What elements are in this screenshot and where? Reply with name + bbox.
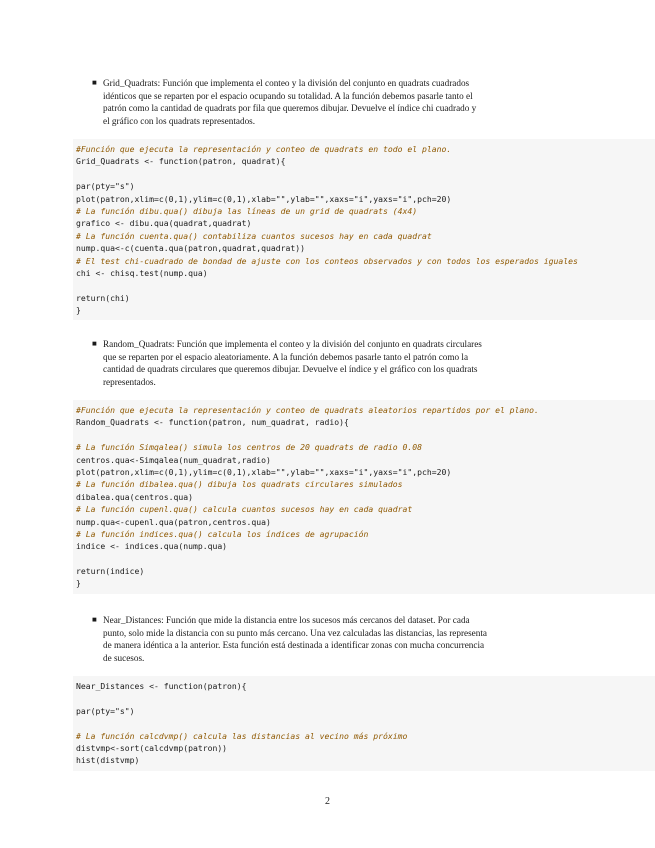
code-line: chi <- chisq.test(nump.qua) — [76, 267, 208, 278]
code-line: par(pty="s") — [76, 705, 135, 716]
bullet-line: patrón como la cantidad de quadrats por fila que queremos dibujar. Devuelve el índice chi cuadrado y — [103, 103, 477, 114]
bullet-marker: ■ — [92, 339, 97, 348]
bullet-near-distances — [92, 614, 583, 664]
bullet-line: representados. — [103, 376, 156, 387]
code-line: return(chi) — [76, 292, 130, 303]
near-distances-code — [73, 676, 655, 771]
code-line: hist(distvmp) — [76, 755, 140, 766]
code-line: return(indice) — [76, 566, 145, 577]
bullet-marker: ■ — [92, 78, 97, 87]
code-comment: # La función dibalea.qua() dibuja los quadrats circulares simulados — [76, 479, 403, 490]
code-comment: # La función Simqalea() simula los centros de 20 quadrats de radio 0.08 — [76, 442, 422, 453]
bullet-line: de manera idéntica a la anterior. Esta función está destinada a identificar zonas con mucha concurrencia — [103, 640, 485, 651]
code-line: nump.qua<-c(cuenta.qua(patron,quadrat,quadrat)) — [76, 243, 306, 254]
code-line — [76, 553, 655, 565]
code-line: Near_Distances <- function(patron){ — [76, 681, 247, 691]
random-quadrats-code — [73, 400, 655, 594]
code-line — [76, 692, 655, 704]
bullet-line: Near_Distances: Función que mide la distancia entre los sucesos más cercanos del dataset. Por cada — [103, 615, 470, 625]
bullet-line: punto, solo mide la distancia con su punto más cercano. Una vez calculadas las distancias, las representa — [103, 627, 487, 638]
code-line: Grid_Quadrats <- function(patron, quadrat){ — [76, 156, 286, 167]
page-number: 2 — [325, 796, 330, 807]
code-line: plot(patron,xlim=c(0,1),ylim=c(0,1),xlab="",ylab="",xaxs="i",yaxs="i",pch=20) — [76, 193, 452, 204]
bullet-line: cantidad de quadrats circulares que queremos dibujar. Devuelve el índice y el gráfico con los quadrats — [103, 364, 478, 375]
bullet-grid-quadrats — [92, 77, 583, 127]
code-comment: # La función calcdvmp() calcula las distancias al vecino más próximo — [76, 730, 408, 741]
code-comment: # El test chi-cuadrado de bondad de ajuste con los conteos observados y con todos los esperados iguales — [76, 255, 578, 266]
bullet-marker: ■ — [92, 615, 97, 624]
code-line — [76, 279, 655, 291]
code-comment: # La función indices.qua() calcula los índices de agrupación — [76, 528, 369, 539]
code-comment: # La función dibu.qua() dibuja las líneas de un grid de quadrats (4x4) — [76, 205, 418, 216]
code-line: } — [76, 305, 81, 316]
code-line: indice <- indices.qua(nump.qua) — [76, 541, 228, 552]
bullet-line: Grid_Quadrats: Función que implementa el conteo y la división del conjunto en quadrats cuadrados — [103, 78, 470, 88]
bullet-random-quadrats — [92, 338, 583, 388]
code-comment: #Función que ejecuta la representación y conteo de quadrats aleatorios repartidos por el plano. — [76, 405, 539, 415]
code-line — [76, 168, 655, 180]
code-line: grafico <- dibu.qua(quadrat,quadrat) — [76, 218, 252, 229]
code-line: centros.qua<-Simqalea(num_quadrat,radio) — [76, 454, 271, 465]
code-line: distvmp<-sort(calcdvmp(patron)) — [76, 742, 228, 753]
bullet-line: idénticos que se reparten por el espacio ocupando su totalidad. A la función debemos pasarle tanto el — [103, 90, 473, 101]
bullet-line: que se reparten por el espacio aleatoriamente. A la función debemos pasarle tanto el patrón como la — [103, 351, 469, 362]
code-line: } — [76, 578, 81, 589]
bullet-line: el gráfico con los quadrats representados. — [103, 115, 256, 126]
code-line — [76, 717, 655, 729]
code-line: nump.qua<-cupenl.qua(patron,centros.qua) — [76, 516, 271, 527]
code-line: plot(patron,xlim=c(0,1),ylim=c(0,1),xlab="",ylab="",xaxs="i",yaxs="i",pch=20) — [76, 466, 452, 477]
grid-quadrats-code — [73, 139, 655, 320]
code-line — [76, 429, 655, 441]
code-line: Random_Quadrats <- function(patron, num_quadrat, radio){ — [76, 417, 349, 428]
code-line: par(pty="s") — [76, 181, 135, 192]
code-comment: # La función cupenl.qua() calcula cuantos sucesos hay en cada quadrat — [76, 504, 413, 515]
code-comment: #Función que ejecuta la representación y conteo de quadrats en todo el plano. — [76, 144, 452, 154]
code-line: dibalea.qua(centros.qua) — [76, 491, 193, 502]
bullet-line: Random_Quadrats: Función que implementa el conteo y la división del conjunto en quadrats circulares — [103, 339, 482, 349]
bullet-line: de sucesos. — [103, 652, 145, 663]
code-comment: # La función cuenta.qua() contabiliza cuantos sucesos hay en cada quadrat — [76, 230, 432, 241]
